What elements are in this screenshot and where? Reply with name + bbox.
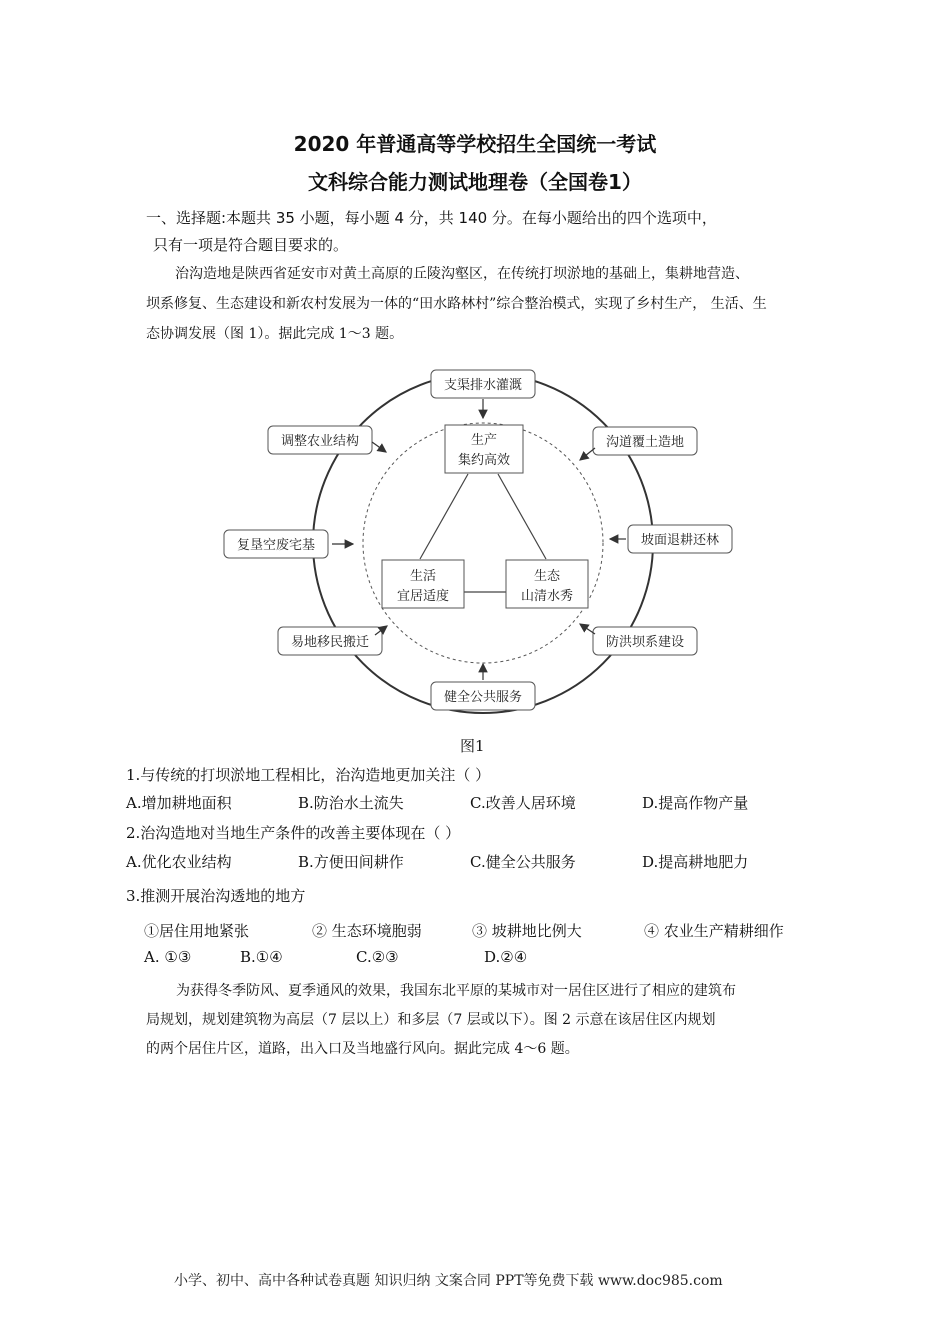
q1-option-c: C.改善人居环境 [470, 794, 576, 812]
box-eco [506, 560, 588, 608]
triangle-left-edge [420, 474, 468, 559]
section-instruction-line-1: 一、选择题:本题共 35 小题，每小题 4 分，共 140 分。在每小题给出的四个选项中， [146, 209, 717, 227]
outer-circle [313, 373, 653, 713]
question-3-stem: 3.推测开展治沟透地的地方 [126, 887, 306, 905]
intro1-line-2: 坝系修复、生态建设和新农村发展为一体的“田水路林村”综合整治模式，实现了乡村生产， 生活、生 [146, 296, 767, 312]
title-line-1: 2020 年普通高等学校招生全国统一考试 [293, 132, 657, 156]
q3-statement-2: ② 生态环境胞弱 [312, 922, 422, 940]
box-bottom-label: 健全公共服务 [443, 690, 523, 705]
q1-option-d: D.提高作物产量 [642, 794, 749, 812]
box-top-left-label: 调整农业结构 [280, 434, 360, 449]
intro2-line-1: 为获得冬季防风、夏季通风的效果，我国东北平原的某城市对一居住区进行了相应的建筑布 [176, 983, 736, 999]
box-top [431, 370, 535, 398]
box-bottom-right [593, 627, 697, 655]
q2-option-c: C.健全公共服务 [470, 853, 576, 871]
q3-option-d: D.②④ [484, 948, 528, 966]
intro1-line-1: 治沟造地是陕西省延安市对黄土高原的丘陵沟壑区，在传统打坝淤地的基础上，集耕地营造、 [175, 266, 749, 282]
q2-option-a: A.优化农业结构 [126, 853, 232, 871]
box-top-left [268, 426, 372, 454]
question-1-stem: 1.与传统的打坝淤地工程相比，治沟造地更加关注（ ） [126, 766, 491, 784]
eco-sub: 山清水秀 [520, 589, 574, 604]
box-life [382, 560, 464, 608]
box-production [445, 425, 523, 473]
arrow-top-left [372, 442, 386, 452]
intro2-line-2: 局规划，规划建筑物为高层（7 层以上）和多层（7 层或以下）。图 2 示意在该居住区内规划 [146, 1012, 716, 1028]
q1-option-a: A.增加耕地面积 [126, 794, 232, 812]
box-top-label: 支渠排水灌溉 [443, 378, 523, 393]
arrow-top-right [580, 448, 595, 460]
figure-1-diagram [210, 362, 750, 722]
box-bottom [431, 682, 535, 710]
box-right-label: 坡面退耕还林 [640, 533, 720, 548]
life-title: 生活 [409, 569, 437, 584]
figure-1-caption: 图1 [460, 737, 485, 755]
triangle-right-edge [498, 474, 546, 559]
box-bottom-left [278, 627, 382, 655]
box-top-right-label: 沟道覆土造地 [605, 435, 685, 450]
box-bottom-right-label: 防洪坝系建设 [605, 635, 685, 650]
footer-text: 小学、初中、高中各种试卷真题 知识归纳 文案合同 PPT等免费下载 www.doc985.com [174, 1273, 723, 1289]
box-right [628, 525, 732, 553]
eco-title: 生态 [533, 569, 561, 584]
q3-statement-1: ①居住用地紧张 [144, 922, 250, 940]
production-sub: 集约高效 [457, 453, 511, 468]
q3-option-a: A. ①③ [144, 948, 192, 966]
q3-option-b: B.①④ [240, 948, 283, 966]
arrow-bottom-right [580, 624, 595, 634]
box-left [224, 530, 328, 558]
title-line-2: 文科综合能力测试地理卷（全国卷1） [308, 170, 642, 194]
box-left-label: 复垦空废宅基 [236, 538, 316, 553]
q2-option-b: B.方便田间耕作 [298, 853, 404, 871]
question-2-stem: 2.治沟造地对当地生产条件的改善主要体现在（ ） [126, 824, 461, 842]
life-sub: 宜居适度 [396, 589, 450, 604]
q3-statement-3: ③ 坡耕地比例大 [472, 922, 582, 940]
intro2-line-3: 的两个居住片区，道路，出入口及当地盛行风向。据此完成 4～6 题。 [146, 1041, 579, 1057]
q1-option-b: B.防治水土流失 [298, 794, 404, 812]
box-top-right [593, 427, 697, 455]
q3-statement-4: ④ 农业生产精耕细作 [644, 922, 784, 940]
q3-option-c: C.②③ [356, 948, 399, 966]
intro1-line-3: 态协调发展（图 1）。据此完成 1～3 题。 [146, 326, 404, 342]
box-bottom-left-label: 易地移民搬迁 [290, 635, 370, 650]
q2-option-d: D.提高耕地肥力 [642, 853, 749, 871]
production-title: 生产 [470, 433, 498, 448]
section-instruction-line-2: 只有一项是符合题目要求的。 [153, 236, 349, 254]
